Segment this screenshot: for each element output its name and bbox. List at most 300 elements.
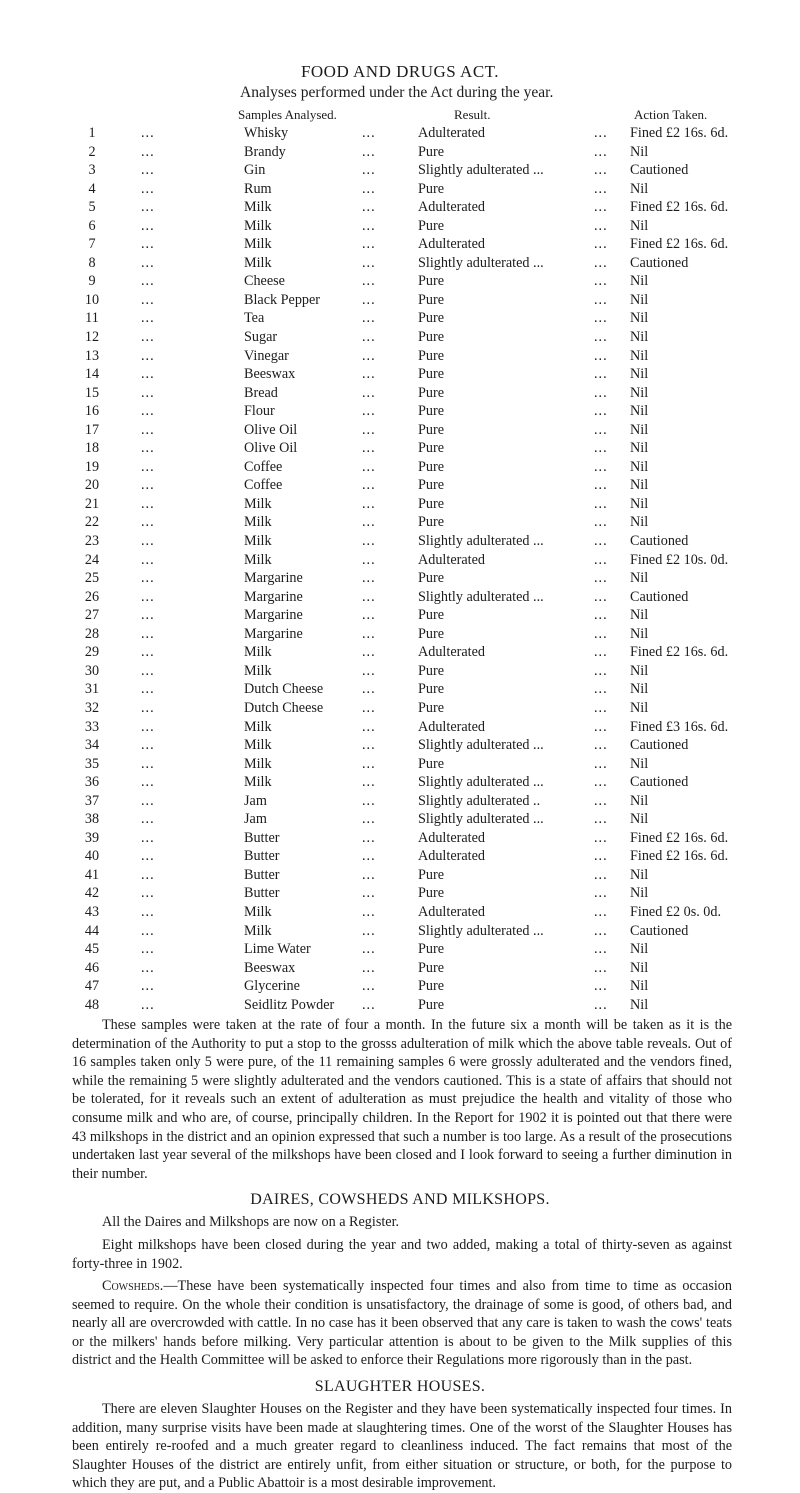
page-title: FOOD AND DRUGS ACT. — [300, 62, 500, 81]
leader-dots: ... — [594, 125, 608, 141]
sample-number: 30 — [84, 662, 100, 679]
sample-number: 41 — [84, 866, 100, 883]
leader-dots: ... — [362, 440, 376, 457]
sample-name: Milk — [244, 903, 272, 920]
analysis-result: Pure — [418, 514, 445, 531]
action-taken: Nil — [630, 792, 649, 809]
sample-name: Milk — [244, 533, 272, 550]
action-taken: Nil — [630, 421, 649, 438]
sample-number: 38 — [84, 811, 100, 828]
leader-dots: ... — [141, 737, 155, 754]
action-taken: Fined £2 0s. 0d. — [630, 903, 722, 920]
sample-name: Margarine — [244, 570, 303, 587]
sample-number: 33 — [84, 718, 100, 735]
leader-dots: ... — [362, 737, 376, 754]
action-taken: Nil — [630, 755, 649, 772]
sample-number: 13 — [84, 347, 100, 364]
table-row — [0, 180, 800, 199]
leader-dots: ... — [362, 755, 376, 772]
sample-name: Margarine — [244, 607, 303, 624]
sample-number: 42 — [84, 885, 100, 902]
table-row — [0, 792, 800, 811]
table-row — [0, 662, 800, 681]
paragraph-slaughter-houses-text: There are eleven Slaughter Houses on the Register and they have been systematically inspected four times. In addition, many surprise visits have been made at slaughtering times. One of the worst of the Slaughter Houses has been entirely re-roofed and a much greater regard to cleanliness induced. The fact remains that most of the Slaughter Houses of the district are entirely unfit, from either situation or structure, or both, for the purpose to which they are put, and a Public Abattoir is a most desirable improvement. — [72, 1401, 732, 1492]
action-taken: Nil — [630, 625, 649, 642]
leader-dots: ... — [594, 959, 608, 976]
leader-dots: ... — [594, 180, 608, 197]
leader-dots: ... — [594, 699, 608, 716]
analysis-result: Pure — [418, 477, 445, 494]
sample-number: 4 — [88, 180, 96, 197]
sample-name: Rum — [244, 180, 272, 197]
leader-dots: ... — [594, 495, 608, 512]
action-taken: Fined £2 10s. 0d. — [630, 551, 729, 568]
leader-dots: ... — [594, 774, 608, 791]
leader-dots: ... — [362, 125, 376, 141]
analysis-result: Pure — [418, 959, 445, 976]
action-taken: Fined £2 16s. 6d. — [630, 236, 729, 253]
analysis-result: Slightly adulterated ... — [418, 737, 544, 754]
table-row — [0, 291, 800, 310]
analysis-result: Pure — [418, 978, 445, 995]
action-taken: Nil — [630, 273, 649, 290]
table-row — [0, 977, 800, 996]
leader-dots: ... — [362, 829, 376, 846]
analysis-result: Slightly adulterated ... — [418, 922, 544, 939]
table-row — [0, 328, 800, 347]
sample-name: Margarine — [244, 625, 303, 642]
table-row — [0, 124, 800, 143]
leader-dots: ... — [141, 440, 155, 457]
leader-dots: ... — [141, 366, 155, 383]
sample-number: 23 — [84, 533, 100, 550]
table-row — [0, 569, 800, 588]
analysis-result: Pure — [418, 291, 445, 308]
sample-name: Milk — [244, 236, 272, 253]
sample-number: 43 — [84, 903, 100, 920]
table-row — [0, 439, 800, 458]
leader-dots: ... — [141, 477, 155, 494]
leader-dots: ... — [362, 458, 376, 475]
leader-dots: ... — [362, 403, 376, 420]
leader-dots: ... — [594, 588, 608, 605]
analysis-result: Pure — [418, 421, 445, 438]
leader-dots: ... — [594, 291, 608, 308]
paragraph-slaughter-houses — [72, 1400, 732, 1493]
leader-dots: ... — [594, 792, 608, 809]
sample-number: 47 — [84, 978, 100, 995]
sample-name: Seidlitz Powder — [244, 996, 335, 1013]
sample-name: Milk — [244, 755, 272, 772]
leader-dots: ... — [141, 811, 155, 828]
table-row — [0, 588, 800, 607]
table-row — [0, 495, 800, 514]
analysis-result: Pure — [418, 996, 445, 1013]
leader-dots: ... — [594, 533, 608, 550]
analysis-result: Pure — [418, 329, 445, 346]
analysis-result: Pure — [418, 143, 445, 160]
analysis-result: Pure — [418, 495, 445, 512]
leader-dots: ... — [362, 143, 376, 160]
sample-name: Milk — [244, 514, 272, 531]
sample-name: Milk — [244, 718, 272, 735]
action-taken: Nil — [630, 291, 649, 308]
leader-dots: ... — [594, 310, 608, 327]
leader-dots: ... — [141, 941, 155, 958]
leader-dots: ... — [141, 681, 155, 698]
column-header-result: Result. — [454, 107, 491, 122]
action-taken: Cautioned — [630, 737, 689, 754]
leader-dots: ... — [141, 199, 155, 216]
leader-dots: ... — [594, 162, 608, 179]
action-taken: Nil — [630, 347, 649, 364]
action-taken: Nil — [630, 458, 649, 475]
action-taken: Cautioned — [630, 588, 689, 605]
leader-dots: ... — [594, 421, 608, 438]
leader-dots: ... — [594, 681, 608, 698]
sample-name: Coffee — [244, 477, 283, 494]
action-taken: Cautioned — [630, 774, 689, 791]
leader-dots: ... — [594, 644, 608, 661]
leader-dots: ... — [594, 551, 608, 568]
leader-dots: ... — [594, 829, 608, 846]
action-taken: Nil — [630, 996, 649, 1013]
sample-name: Olive Oil — [244, 421, 298, 438]
sample-number: 5 — [88, 199, 96, 216]
paragraph-register — [72, 1213, 732, 1232]
action-taken: Nil — [630, 866, 649, 883]
leader-dots: ... — [362, 699, 376, 716]
sample-number: 7 — [88, 236, 96, 253]
table-row — [0, 347, 800, 366]
leader-dots: ... — [594, 885, 608, 902]
leader-dots: ... — [362, 811, 376, 828]
action-taken: Nil — [630, 143, 649, 160]
action-taken: Cautioned — [630, 533, 689, 550]
table-row — [0, 458, 800, 477]
sample-number: 26 — [84, 588, 100, 605]
sample-name: Butter — [244, 866, 280, 883]
leader-dots: ... — [141, 421, 155, 438]
action-taken: Nil — [630, 607, 649, 624]
table-row — [0, 513, 800, 532]
analysis-result: Pure — [418, 403, 445, 420]
action-taken: Nil — [630, 941, 649, 958]
table-row — [0, 940, 800, 959]
leader-dots: ... — [141, 329, 155, 346]
analysis-result: Adulterated — [418, 829, 485, 846]
analysis-result: Adulterated — [418, 644, 485, 661]
leader-dots: ... — [362, 941, 376, 958]
sample-number: 12 — [84, 329, 100, 346]
sample-number: 16 — [84, 403, 100, 420]
table-row — [0, 235, 800, 254]
leader-dots: ... — [141, 588, 155, 605]
paragraph-samples — [72, 1016, 732, 1183]
sample-number: 3 — [88, 162, 96, 179]
leader-dots: ... — [141, 774, 155, 791]
sample-number: 18 — [84, 440, 100, 457]
analysis-result: Pure — [418, 384, 445, 401]
leader-dots: ... — [362, 236, 376, 253]
leader-dots: ... — [362, 329, 376, 346]
leader-dots: ... — [594, 755, 608, 772]
analysis-result: Slightly adulterated ... — [418, 162, 544, 179]
analysis-result: Pure — [418, 941, 445, 958]
leader-dots: ... — [362, 718, 376, 735]
leader-dots: ... — [141, 458, 155, 475]
sample-number: 2 — [88, 143, 96, 160]
leader-dots: ... — [594, 254, 608, 271]
sample-name: Milk — [244, 217, 272, 234]
leader-dots: ... — [141, 644, 155, 661]
sample-number: 22 — [84, 514, 100, 531]
sample-number: 14 — [84, 366, 100, 383]
analysis-result: Adulterated — [418, 903, 485, 920]
sample-number: 19 — [84, 458, 100, 475]
leader-dots: ... — [141, 217, 155, 234]
analysis-result: Pure — [418, 310, 445, 327]
page-subtitle: Analyses performed under the Act during the year. — [240, 84, 554, 101]
sample-name: Milk — [244, 662, 272, 679]
leader-dots: ... — [362, 254, 376, 271]
table-row — [0, 680, 800, 699]
table-row — [0, 643, 800, 662]
sample-name: Milk — [244, 254, 272, 271]
leader-dots: ... — [141, 551, 155, 568]
action-taken: Nil — [630, 495, 649, 512]
action-taken: Nil — [630, 699, 649, 716]
leader-dots: ... — [141, 273, 155, 290]
leader-dots: ... — [141, 903, 155, 920]
table-row — [0, 699, 800, 718]
table-row — [0, 402, 800, 421]
analysis-result: Adulterated — [418, 125, 485, 141]
leader-dots: ... — [141, 533, 155, 550]
analysis-result: Pure — [418, 681, 445, 698]
action-taken: Fined £2 16s. 6d. — [630, 199, 729, 216]
table-row — [0, 309, 800, 328]
leader-dots: ... — [362, 625, 376, 642]
leader-dots: ... — [362, 291, 376, 308]
sample-number: 37 — [84, 792, 100, 809]
paragraph-samples-text: These samples were taken at the rate of four a month. In the future six a month will be taken as it is the determination of the Authority to put a stop to the grosss adulteration of milk which the above table reveals. Out of 16 samples taken only 5 were pure, of the 11 remaining samples 6 were grossly adulterated and the vendors fined, while the remaining 5 were slightly adulterated and the vendors cautioned. This is a state of affairs that should not be tolerated, for it reveals such an extent of adulteration as must prejudice the health and vitality of those who consume milk and who are, of course, principally children. In the Report for 1902 it is pointed out that there were 43 milkshops in the district and an opinion expressed that such a number is too large. As a result of the prosecutions undertaken last year several of the milkshops have been closed and I look forward to seeing a further diminution in their number. — [72, 1017, 732, 1182]
action-taken: Fined £2 16s. 6d. — [630, 829, 729, 846]
sample-number: 45 — [84, 941, 100, 958]
leader-dots: ... — [594, 737, 608, 754]
leader-dots: ... — [362, 922, 376, 939]
leader-dots: ... — [141, 848, 155, 865]
leader-dots: ... — [141, 514, 155, 531]
sample-name: Coffee — [244, 458, 283, 475]
leader-dots: ... — [141, 180, 155, 197]
action-taken: Nil — [630, 514, 649, 531]
leader-dots: ... — [362, 551, 376, 568]
leader-dots: ... — [362, 792, 376, 809]
leader-dots: ... — [362, 533, 376, 550]
sample-name: Milk — [244, 644, 272, 661]
leader-dots: ... — [362, 996, 376, 1013]
leader-dots: ... — [141, 662, 155, 679]
table-row — [0, 903, 800, 922]
sample-number: 39 — [84, 829, 100, 846]
table-row — [0, 922, 800, 941]
leader-dots: ... — [594, 866, 608, 883]
leader-dots: ... — [594, 143, 608, 160]
leader-dots: ... — [362, 848, 376, 865]
action-taken: Nil — [630, 310, 649, 327]
leader-dots: ... — [362, 681, 376, 698]
sample-name: Milk — [244, 737, 272, 754]
analysis-result: Pure — [418, 366, 445, 383]
sample-name: Olive Oil — [244, 440, 298, 457]
sample-name: Dutch Cheese — [244, 681, 324, 698]
leader-dots: ... — [141, 699, 155, 716]
sample-name: Beeswax — [244, 366, 296, 383]
leader-dots: ... — [594, 199, 608, 216]
sample-name: Milk — [244, 922, 272, 939]
leader-dots: ... — [141, 625, 155, 642]
sample-name: Milk — [244, 495, 272, 512]
sample-name: Cheese — [244, 273, 285, 290]
leader-dots: ... — [594, 458, 608, 475]
leader-dots: ... — [362, 477, 376, 494]
action-taken: Cautioned — [630, 254, 689, 271]
leader-dots: ... — [594, 273, 608, 290]
sample-number: 28 — [84, 625, 100, 642]
sample-name: Glycerine — [244, 978, 300, 995]
leader-dots: ... — [594, 903, 608, 920]
table-row — [0, 996, 800, 1015]
action-taken: Nil — [630, 978, 649, 995]
leader-dots: ... — [141, 143, 155, 160]
leader-dots: ... — [594, 347, 608, 364]
action-taken: Nil — [630, 662, 649, 679]
leader-dots: ... — [362, 162, 376, 179]
analysis-result: Pure — [418, 570, 445, 587]
table-row — [0, 421, 800, 440]
sample-name: Tea — [244, 310, 265, 327]
sample-name: Black Pepper — [244, 291, 321, 308]
analysis-result: Pure — [418, 217, 445, 234]
table-row — [0, 143, 800, 162]
leader-dots: ... — [141, 607, 155, 624]
analysis-result: Pure — [418, 273, 445, 290]
sample-name: Jam — [244, 792, 267, 809]
sample-name: Butter — [244, 885, 280, 902]
analysis-result: Adulterated — [418, 551, 485, 568]
leader-dots: ... — [141, 978, 155, 995]
leader-dots: ... — [594, 403, 608, 420]
sample-name: Sugar — [244, 329, 278, 346]
leader-dots: ... — [362, 347, 376, 364]
table-row — [0, 829, 800, 848]
leader-dots: ... — [362, 421, 376, 438]
leader-dots: ... — [141, 403, 155, 420]
action-taken: Nil — [630, 217, 649, 234]
leader-dots: ... — [141, 996, 155, 1013]
sample-name: Vinegar — [244, 347, 289, 364]
sample-number: 8 — [88, 254, 96, 271]
leader-dots: ... — [141, 495, 155, 512]
analysis-result: Pure — [418, 625, 445, 642]
table-row — [0, 198, 800, 217]
leader-dots: ... — [594, 440, 608, 457]
sample-number: 48 — [84, 996, 100, 1013]
leader-dots: ... — [594, 329, 608, 346]
table-row — [0, 217, 800, 236]
table-row — [0, 718, 800, 737]
action-taken: Nil — [630, 885, 649, 902]
analysis-result: Pure — [418, 866, 445, 883]
sample-name: Beeswax — [244, 959, 296, 976]
table-row — [0, 272, 800, 291]
leader-dots: ... — [594, 848, 608, 865]
leader-dots: ... — [594, 236, 608, 253]
analysis-result: Adulterated — [418, 848, 485, 865]
sample-number: 1 — [88, 125, 96, 141]
leader-dots: ... — [594, 607, 608, 624]
analysis-result: Pure — [418, 607, 445, 624]
leader-dots: ... — [141, 718, 155, 735]
leader-dots: ... — [362, 514, 376, 531]
leader-dots: ... — [594, 217, 608, 234]
leader-dots: ... — [594, 477, 608, 494]
sample-name: Lime Water — [244, 941, 311, 958]
analysis-result: Slightly adulterated ... — [418, 588, 544, 605]
leader-dots: ... — [141, 162, 155, 179]
action-taken: Fined £2 16s. 6d. — [630, 848, 729, 865]
leader-dots: ... — [594, 996, 608, 1013]
sample-number: 40 — [84, 848, 100, 865]
leader-dots: ... — [594, 570, 608, 587]
action-taken: Nil — [630, 681, 649, 698]
action-taken: Nil — [630, 477, 649, 494]
leader-dots: ... — [141, 885, 155, 902]
table-row — [0, 773, 800, 792]
leader-dots: ... — [362, 866, 376, 883]
action-taken: Fined £2 16s. 6d. — [630, 125, 729, 141]
table-row — [0, 161, 800, 180]
sample-number: 44 — [84, 922, 100, 939]
action-taken: Nil — [630, 403, 649, 420]
action-taken: Nil — [630, 329, 649, 346]
leader-dots: ... — [141, 792, 155, 809]
leader-dots: ... — [141, 347, 155, 364]
leader-dots: ... — [362, 495, 376, 512]
action-taken: Cautioned — [630, 162, 689, 179]
sample-name: Butter — [244, 848, 280, 865]
leader-dots: ... — [141, 254, 155, 271]
leader-dots: ... — [362, 217, 376, 234]
leader-dots: ... — [362, 644, 376, 661]
action-taken: Nil — [630, 959, 649, 976]
leader-dots: ... — [141, 310, 155, 327]
sample-name: Butter — [244, 829, 280, 846]
analysis-result: Pure — [418, 662, 445, 679]
paragraph-milkshops-text: Eight milkshops have been closed during the year and two added, making a total of thirty-seven as against forty-three in 1902. — [72, 1237, 732, 1272]
leader-dots: ... — [141, 922, 155, 939]
table-row — [0, 959, 800, 978]
analysis-result: Adulterated — [418, 236, 485, 253]
table-row — [0, 866, 800, 885]
cowsheds-body: —These have been systematically inspected four times and also from time to time as occasion seemed to require. On the whole their condition is unsatisfactory, the drainage of some is good, of others bad, and nearly all are overcrowded with cattle. In no case has it been observed that any care is taken to wash the cows' teats or the milkers' hands before milking. Very particular attention is about to be given to the Milk supplies of this district and the Health Committee will be asked to enforce their Regulations more rigorously than in the past. — [72, 1278, 732, 1369]
sample-number: 25 — [84, 570, 100, 587]
sample-number: 15 — [84, 384, 100, 401]
analysis-result: Slightly adulterated .. — [418, 792, 541, 809]
sample-number: 9 — [88, 273, 96, 290]
column-header-action: Action Taken. — [634, 107, 708, 122]
